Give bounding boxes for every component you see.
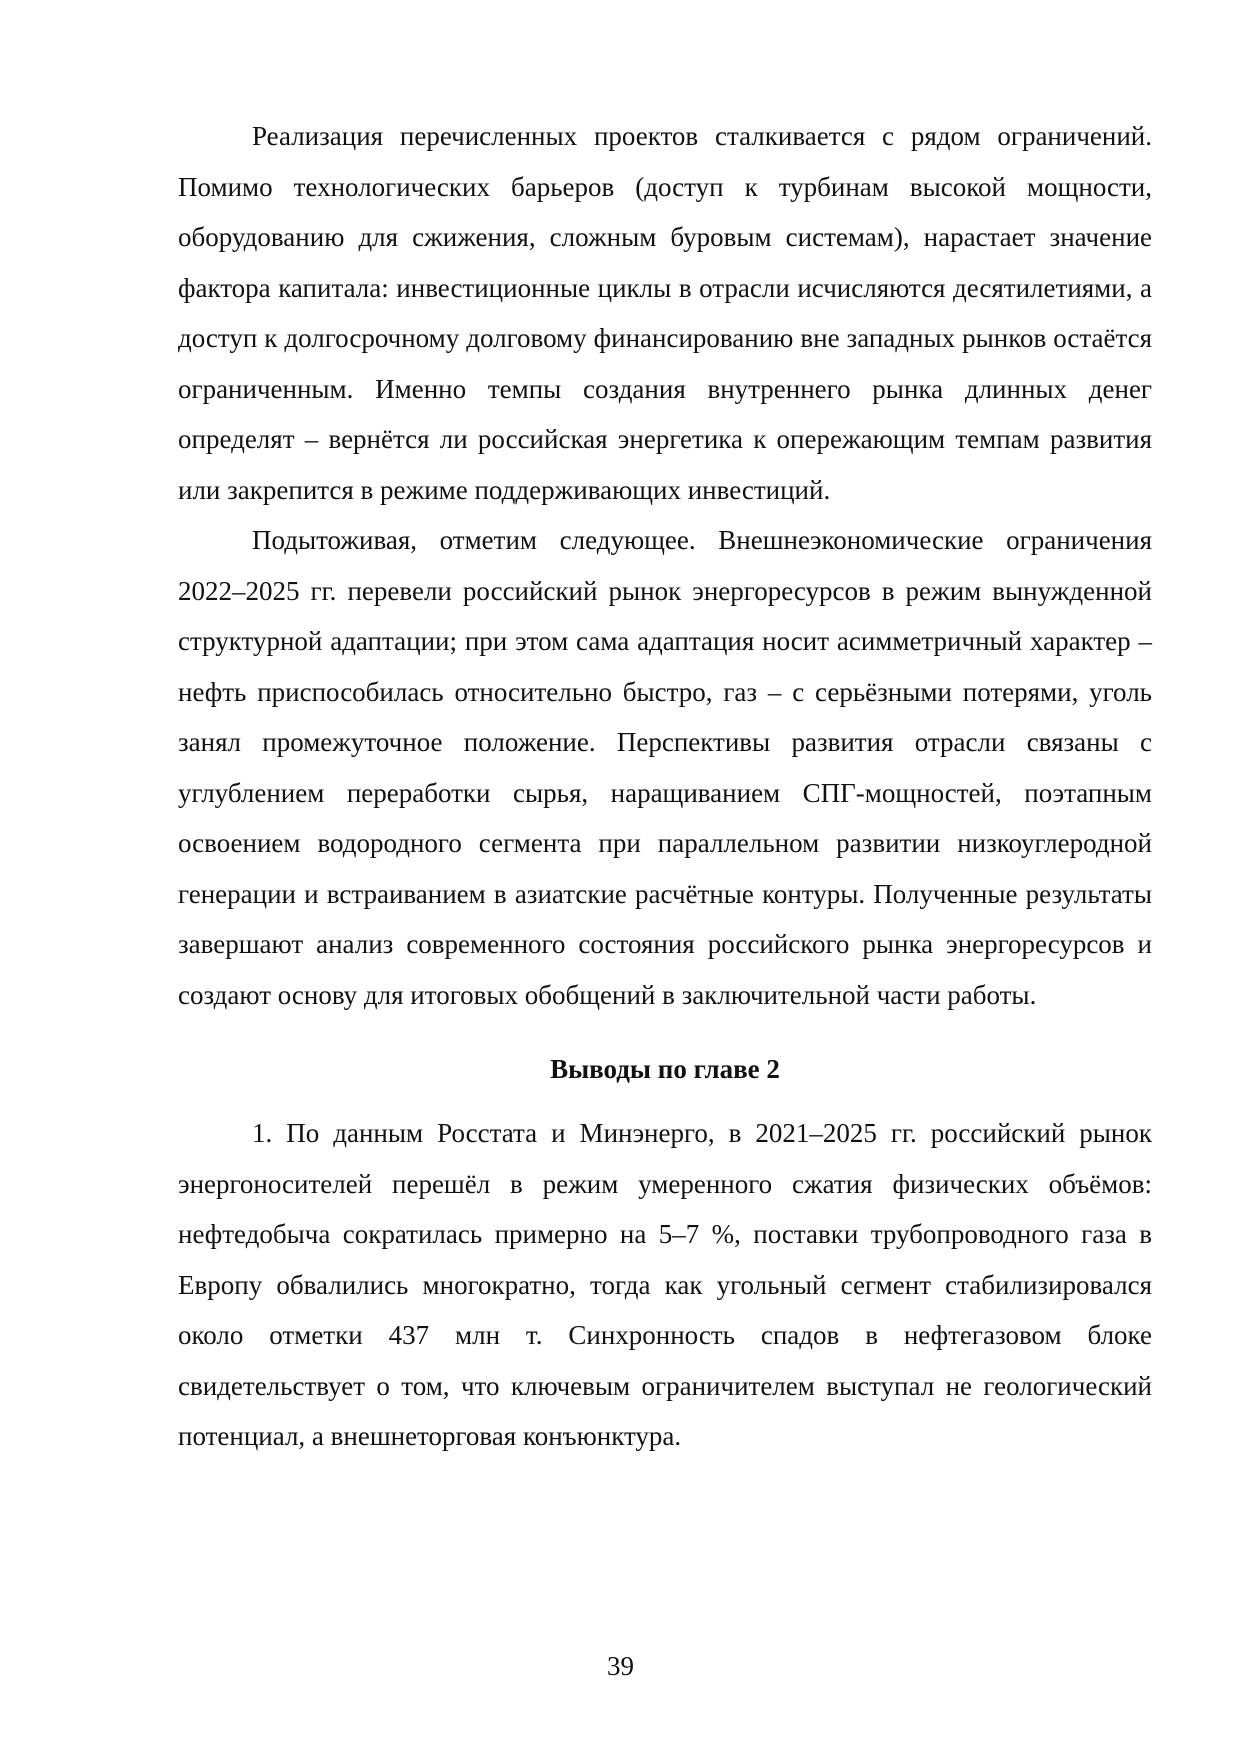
- conclusion-item-1: 1. По данным Росстата и Минэнерго, в 2021–2025 гг. российский рынок энергоносителей перешёл в режим умеренного сжатия физических объёмов: нефтедобыча сократилась примерно на 5–7 %, поставки трубопроводного газа в Европу обвалились многократно, тогда как угольный сегмент стабилизировался около отметки 437 млн т. Синхронность спадов в нефтегазовом блоке свидетельствует о том, что ключевым ограничителем выступал не геологический потенциал, а внешнеторговая конъюнктура.: [178, 1118, 1152, 1451]
- body-paragraph-summary: Подытоживая, отметим следующее. Внешнеэкономические ограничения 2022–2025 гг. перевели российский рынок энергоресурсов в режим вынужденной структурной адаптации; при этом сама адаптация носит асимметричный характер – нефть приспособилась относительно быстро, газ – с серьёзными потерями, уголь занял промежуточное положение. Перспективы развития отрасли связаны с углублением переработки сырья, наращиванием СПГ-мощностей, поэтапным освоением водородного сегмента при параллельном развитии низкоуглеродной генерации и встраиванием в азиатские расчётные контуры. Полученные результаты завершают анализ современного состояния российского рынка энергоресурсов и создают основу для итоговых обобщений в заключительной части работы.: [178, 525, 1152, 1010]
- section-heading: Выводы по главе 2: [550, 1054, 780, 1084]
- page-number: 39: [607, 1651, 634, 1681]
- body-paragraph-projects-constraints: Реализация перечисленных проектов сталкивается с рядом ограничений. Помимо технологических барьеров (доступ к турбинам высокой мощности, оборудованию для сжижения, сложным буровым системам), нарастает значение фактора капитала: инвестиционные циклы в отрасли исчисляются десятилетиями, а доступ к долгосрочному долговому финансированию вне западных рынков остаётся ограниченным. Именно темпы создания внутреннего рынка длинных денег определят – вернётся ли российская энергетика к опережающим темпам развития или закрепится в режиме поддерживающих инвестиций.: [178, 121, 1152, 505]
- page-content: [178, 111, 1152, 1462]
